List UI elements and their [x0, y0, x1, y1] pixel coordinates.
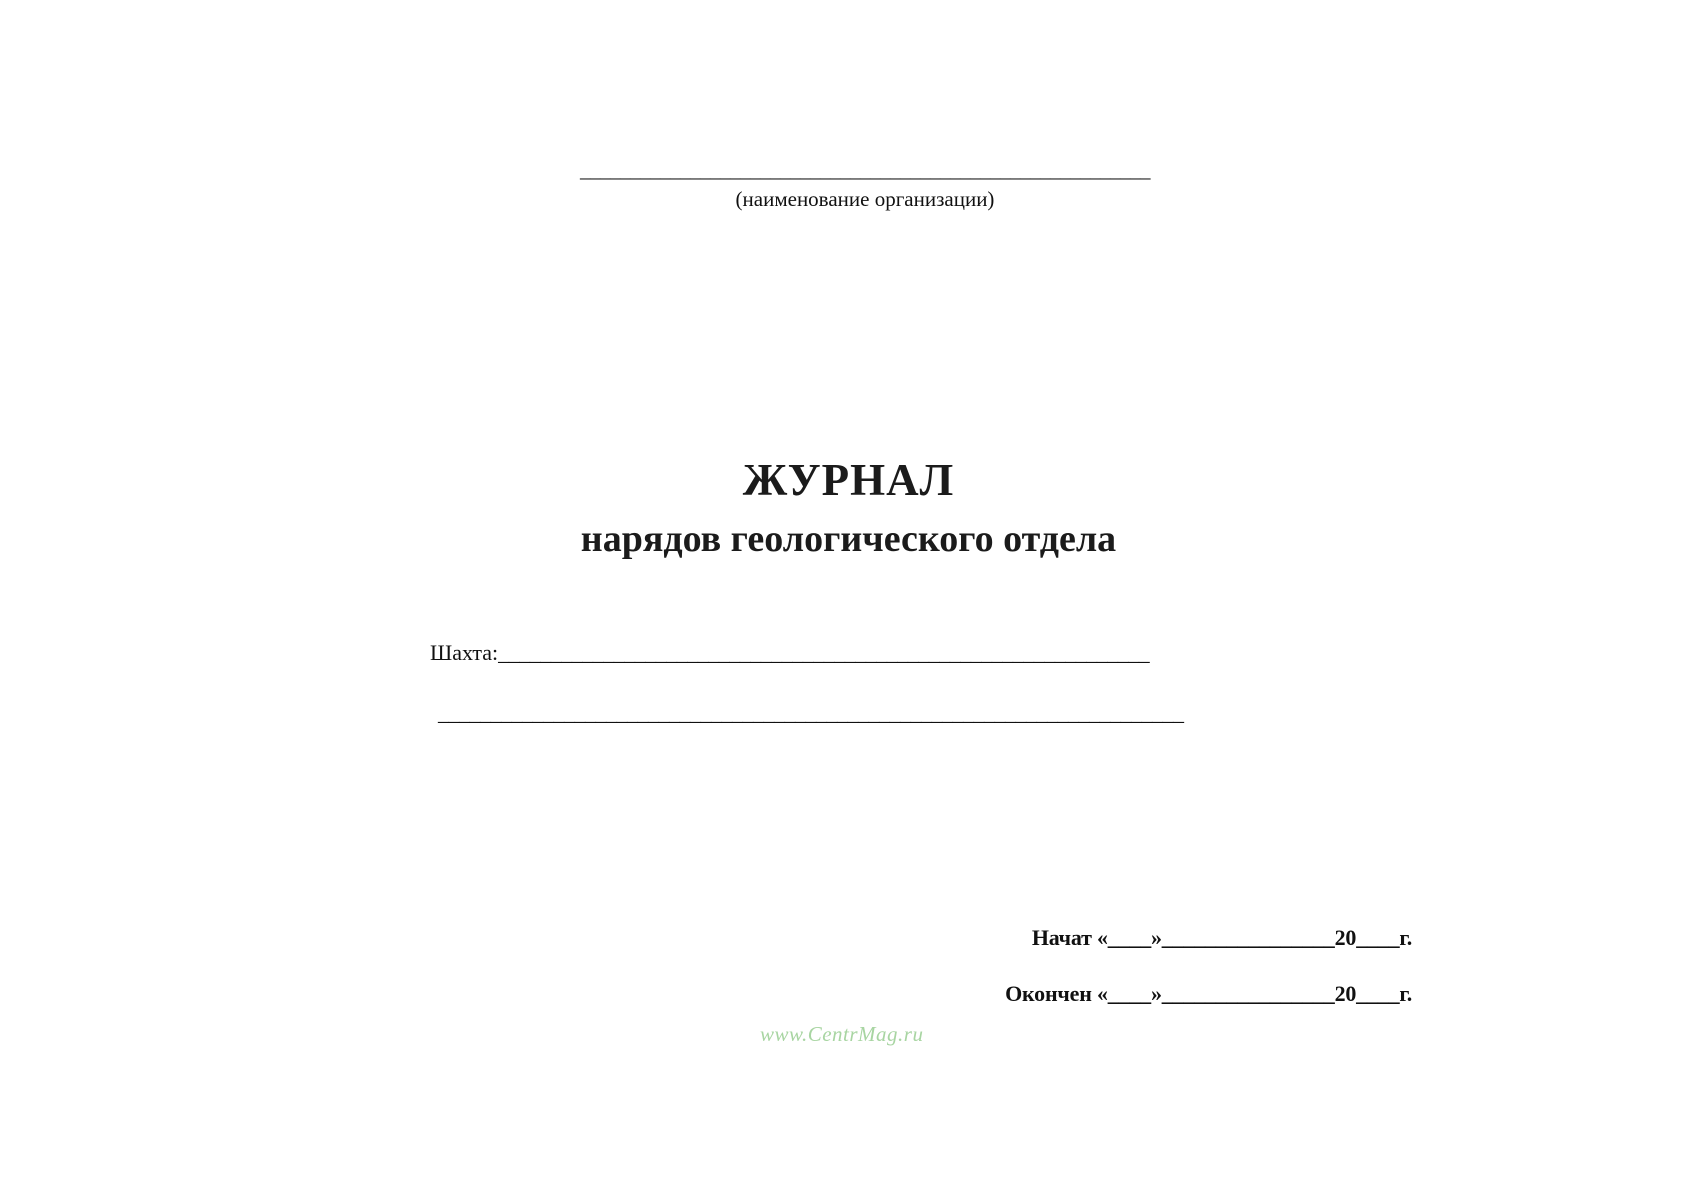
date-block — [1005, 925, 1412, 1037]
date-finished: Окончен «____»________________20____г. — [1005, 981, 1412, 1006]
shaft-fill-line-2: _______________________________________________________________________ — [438, 700, 1184, 725]
page-subtitle: нарядов геологического отдела — [580, 517, 1117, 560]
shaft-fill-line-1: ______________________________________________________________ — [498, 640, 1150, 665]
shaft-label: Шахта: — [430, 640, 499, 665]
shaft-field-row-2 — [438, 700, 1338, 726]
watermark: www.CentrMag.ru — [760, 1022, 924, 1046]
organization-caption: (наименование организации) — [735, 187, 995, 211]
title-block — [0, 455, 1697, 562]
page-title: ЖУРНАЛ — [742, 455, 955, 505]
shaft-field-row — [430, 640, 1330, 666]
date-started: Начат «____»________________20____г. — [1031, 925, 1412, 950]
organization-fill-line: _________________________________________________________ — [580, 160, 1150, 181]
organization-block — [470, 160, 1260, 212]
